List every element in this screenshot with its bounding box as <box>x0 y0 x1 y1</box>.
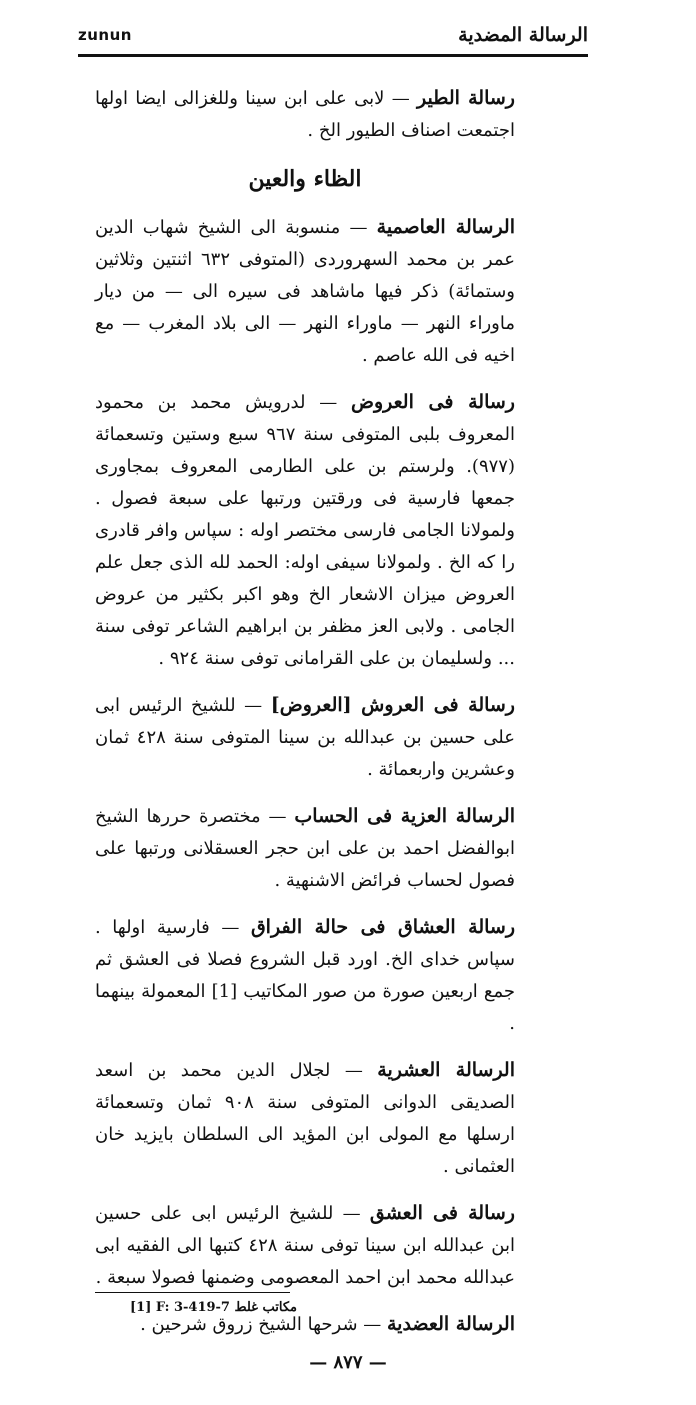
entry-text: — مختصرة حررها الشيخ ابوالفضل احمد بن على ابن حجر العسقلانى ورتبها على فصول لحساب فرائض الاشنهية . <box>95 806 515 891</box>
footnote-rule <box>95 1292 290 1293</box>
entry-text: — لدرويش محمد بن محمود المعروف بلبى المتوفى سنة ٩٦٧ سبع وستين وتسعمائة (٩٧٧). ولرستم بن على الطارمى المعروف بمجاورى جمعها فارسية فى ورقتين ورتبها على سبعة فصول . ولمولانا الجامى فارسى مختصر اوله : سپاس وافر قادرى را كه الخ . ولمولانا سيفى اوله: الحمد لله الذى جعل علم العروض ميزان الاشعار الخ وهو اكبر بكثير من عروض الجامى . ولابى العز مظفر بن ابراهيم الشاعر توفى سنة ... ولسليمان بن على القرامانى توفى سنة ٩٢٤ . <box>95 392 516 669</box>
entry <box>95 1197 515 1294</box>
entry-title: رسالة العشاق فى حالة الفراق <box>250 916 515 938</box>
entry <box>95 911 515 1040</box>
entry-text: — للشيخ الرئيس ابى على حسين ابن عبدالله ابن سينا توفى سنة ٤٢٨ كتبها الى الفقيه ابى عبدالله محمد ابن احمد المعصومى وضمنها فصولا سبعة . <box>95 1203 515 1288</box>
entry <box>95 211 515 372</box>
footnote <box>130 1300 370 1315</box>
entry <box>95 689 515 786</box>
entry-text: — فارسية اولها . سپاس خداى الخ. اورد قبل الشروع فصلا فى العشق ثم جمع اربعين صورة من صور المكاتيب [1] المعمولة بينهما . <box>95 917 515 1034</box>
header-latin-keyword: zunun <box>78 26 132 44</box>
entry-title: رسالة الطير <box>417 87 515 109</box>
entry <box>95 800 515 897</box>
header-running-title: الرسالة المضدية <box>458 24 588 46</box>
main-text <box>95 82 515 1355</box>
entry-text: — للشيخ الرئيس ابى على حسين بن عبدالله بن سينا المتوفى سنة ٤٢٨ ثمان وعشرين واربعمائة . <box>95 695 515 780</box>
running-header <box>78 24 588 50</box>
entry-text: — منسوبة الى الشيخ شهاب الدين عمر بن محمد السهروردى (المتوفى ٦٣٢ اثنتين وثلاثين وستمائة) ذكر فيها ماشاهد فى سيره الى — من ديار ماوراء النهر — ماوراء النهر — الى بلاد المغرب — مع اخيه فى الله عاصم . <box>95 217 515 366</box>
entry-title: الرسالة العضدية <box>386 1313 515 1335</box>
section-heading: الظاء والعين <box>248 166 362 192</box>
footnote-text: مكاتب غلط <box>234 1300 297 1315</box>
entry-title: الرسالة العشرية <box>377 1059 515 1081</box>
footnote-reference: [1] F: 3-419-7 <box>130 1300 230 1315</box>
entry <box>95 386 515 675</box>
entry-title: رسالة فى العروش [العروض] <box>270 694 515 716</box>
entry-text: — لجلال الدين محمد بن اسعد الصديقى الدوانى المتوفى سنة ٩٠٨ ثمان وتسعمائة ارسلها مع المولى ابن المؤيد الى السلطان بايزيد خان العثمانى . <box>95 1060 515 1177</box>
entry <box>95 82 515 147</box>
entry-title: الرسالة العزية فى الحساب <box>294 805 515 827</box>
entry-title: رسالة فى العشق <box>369 1202 515 1224</box>
page-number: — ٨٧٧ — <box>309 1352 387 1373</box>
entry-text: — لابى على ابن سينا وللغزالى ايضا اولها اجتمعت اصناف الطيور الخ . <box>95 88 515 141</box>
entry-title: الرسالة العاصمية <box>376 216 515 238</box>
entry <box>95 1054 515 1183</box>
entry-text: — شرحها الشيخ زروق شرحين . <box>140 1314 382 1335</box>
entry-title: رسالة فى العروض <box>350 391 515 413</box>
header-rule <box>78 54 588 57</box>
